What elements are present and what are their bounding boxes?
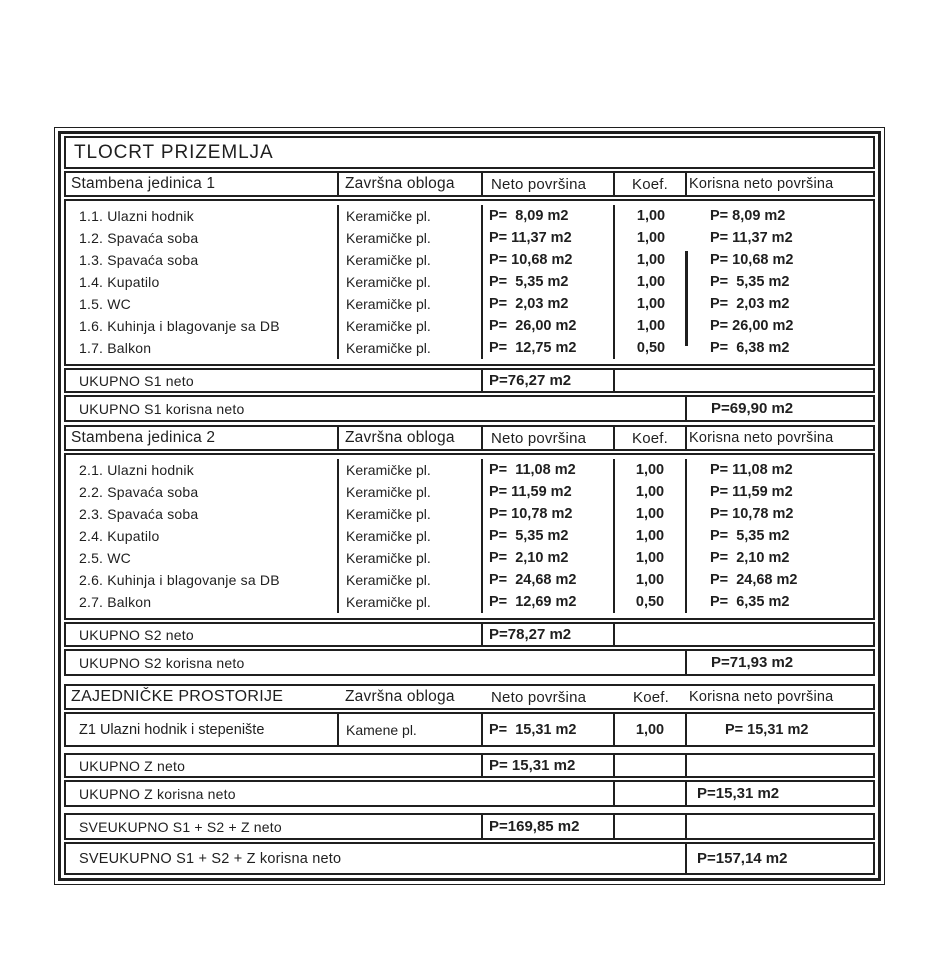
total-label: UKUPNO S2 neto	[66, 624, 483, 645]
coef-value: 1,00	[636, 208, 666, 224]
finish-value: Keramičke pl.	[346, 550, 431, 566]
section1-title: Stambena jedinica 1	[66, 173, 339, 195]
net-area-value: P= 10,78 m2	[489, 506, 573, 522]
total-label: UKUPNO S1 neto	[66, 370, 483, 391]
room-name: 1.1. Ulazni hodnik	[79, 208, 194, 224]
coef-value: 1,00	[635, 462, 665, 478]
finish-value: Keramičke pl.	[346, 528, 431, 544]
usable-area-value: P= 10,68 m2	[710, 252, 794, 268]
empty-cell	[687, 815, 873, 838]
finish-value: Keramičke pl.	[346, 506, 431, 522]
coef-value: 1,00	[615, 714, 687, 745]
net-area-value: P= 24,68 m2	[489, 572, 577, 588]
net-area-value: P= 2,10 m2	[489, 550, 569, 566]
usable-area-value: P= 5,35 m2	[710, 274, 790, 290]
finish-value: Keramičke pl.	[346, 208, 431, 224]
section2-usable-areas	[687, 459, 873, 613]
room-name: 1.7. Balkon	[79, 340, 152, 356]
section2-coefficients	[615, 459, 687, 613]
empty-cell	[615, 370, 873, 391]
usable-area-value: P= 24,68 m2	[710, 572, 798, 588]
empty-cell	[687, 755, 873, 776]
finish-value: Keramičke pl.	[346, 252, 431, 268]
coef-value: 1,00	[635, 528, 665, 544]
section1-coefficients	[615, 205, 687, 359]
document-title: TLOCRT PRIZEMLJA	[64, 136, 875, 169]
room-name: Z1 Ulazni hodnik i stepenište	[66, 714, 339, 745]
room-name: 2.4. Kupatilo	[79, 528, 160, 544]
net-area-value: P= 11,08 m2	[489, 462, 576, 478]
finish-value: Keramičke pl.	[346, 484, 431, 500]
usable-area-value: P= 2,03 m2	[710, 296, 790, 312]
finish-value: Keramičke pl.	[346, 572, 431, 588]
section2-header-row	[64, 425, 875, 451]
section1-total-usable-row	[64, 395, 875, 422]
section2-room-names	[66, 459, 339, 613]
usable-area-value: P= 15,31 m2	[725, 721, 809, 738]
room-name: 2.2. Spavaća soba	[79, 484, 199, 500]
finish-value: Kamene pl.	[339, 714, 483, 745]
room-name: 1.2. Spavaća soba	[79, 230, 199, 246]
usable-area-value: P= 11,08 m2	[710, 462, 793, 478]
column-header-usable: Korisna neto površina	[689, 689, 834, 705]
section1-total-net-row	[64, 368, 875, 393]
total-usable-value: P=15,31 m2	[697, 785, 780, 802]
column-header-net: Neto površina	[483, 427, 615, 449]
net-area-value: P= 11,59 m2	[489, 484, 572, 500]
column-header-coef: Koef.	[632, 688, 670, 706]
room-name: 1.3. Spavaća soba	[79, 252, 199, 268]
empty-cell	[615, 755, 687, 776]
document-frame-inner	[58, 131, 881, 881]
column-header-net: Neto površina	[491, 688, 587, 706]
column-header-net: Neto površina	[483, 173, 615, 195]
total-label: SVEUKUPNO S1 + S2 + Z korisna neto	[66, 844, 687, 873]
total-usable-value: P=69,90 m2	[711, 400, 794, 417]
coef-value: 1,00	[636, 296, 666, 312]
net-area-value: P= 15,31 m2	[483, 714, 615, 745]
coef-value: 1,00	[636, 230, 666, 246]
empty-cell	[615, 815, 687, 838]
coef-value: 1,00	[635, 506, 665, 522]
column-header-finish: Završna obloga	[339, 173, 483, 195]
room-name: 1.6. Kuhinja i blagovanje sa DB	[79, 318, 280, 334]
total-label: UKUPNO Z korisna neto	[66, 782, 615, 805]
finish-value: Keramičke pl.	[346, 462, 431, 478]
shared-total-net-row	[64, 753, 875, 778]
empty-cell	[615, 782, 687, 805]
net-area-value: P= 2,03 m2	[489, 296, 569, 312]
room-name: 2.6. Kuhinja i blagovanje sa DB	[79, 572, 280, 588]
net-area-value: P= 12,69 m2	[489, 594, 577, 610]
usable-area-value: P= 11,37 m2	[710, 230, 793, 246]
coef-value: 1,00	[636, 274, 666, 290]
coef-value: 1,00	[636, 252, 666, 268]
column-header-finish: Završna obloga	[339, 427, 483, 449]
section2-total-usable-row	[64, 649, 875, 676]
finish-value: Keramičke pl.	[346, 230, 431, 246]
usable-area-value: P= 6,38 m2	[710, 340, 790, 356]
net-area-value: P= 10,68 m2	[489, 252, 573, 268]
column-header-finish: Završna obloga	[345, 688, 455, 705]
section2-title: Stambena jedinica 2	[66, 427, 339, 449]
section2-details	[64, 453, 875, 620]
section2-net-areas	[483, 459, 615, 613]
column-header-usable: Korisna neto površina	[689, 176, 834, 192]
grand-total-net-row	[64, 813, 875, 840]
section1-net-areas	[483, 205, 615, 359]
coef-value: 1,00	[636, 318, 666, 334]
net-area-value: P= 11,37 m2	[489, 230, 572, 246]
net-area-value: P= 26,00 m2	[489, 318, 577, 334]
usable-area-value: P= 8,09 m2	[710, 208, 786, 224]
total-net-value: P=76,27 m2	[483, 370, 615, 391]
coef-value: 0,50	[636, 340, 666, 356]
section2-finishes	[339, 459, 483, 613]
partial-column-divider	[685, 251, 688, 346]
room-name: 1.4. Kupatilo	[79, 274, 160, 290]
room-name: 1.5. WC	[79, 296, 131, 312]
finish-value: Keramičke pl.	[346, 594, 431, 610]
column-header-coef: Koef.	[615, 173, 687, 195]
usable-area-value: P= 6,35 m2	[710, 594, 790, 610]
finish-value: Keramičke pl.	[346, 274, 431, 290]
section1-room-names	[66, 205, 339, 359]
total-usable-value: P=157,14 m2	[697, 850, 788, 867]
shared-room-row	[64, 712, 875, 747]
column-header-usable: Korisna neto površina	[689, 430, 834, 446]
coef-value: 1,00	[635, 550, 665, 566]
net-area-value: P= 8,09 m2	[489, 208, 569, 224]
section1-details	[64, 199, 875, 366]
coef-value: 0,50	[635, 594, 665, 610]
total-net-value: P=169,85 m2	[483, 815, 615, 838]
net-area-value: P= 5,35 m2	[489, 274, 569, 290]
coef-value: 1,00	[635, 572, 665, 588]
net-area-value: P= 5,35 m2	[489, 528, 569, 544]
shared-total-usable-row	[64, 780, 875, 807]
empty-cell	[615, 624, 873, 645]
section1-finishes	[339, 205, 483, 359]
usable-area-value: P= 11,59 m2	[710, 484, 793, 500]
total-net-value: P= 15,31 m2	[483, 755, 615, 776]
finish-value: Keramičke pl.	[346, 318, 431, 334]
usable-area-value: P= 2,10 m2	[710, 550, 790, 566]
shared-section-header-row	[64, 684, 875, 710]
total-net-value: P=78,27 m2	[483, 624, 615, 645]
room-name: 2.1. Ulazni hodnik	[79, 462, 194, 478]
section1-usable-areas	[687, 205, 873, 359]
total-label: SVEUKUPNO S1 + S2 + Z neto	[66, 815, 483, 838]
room-name: 2.7. Balkon	[79, 594, 152, 610]
total-label: UKUPNO S1 korisna neto	[66, 397, 687, 420]
column-header-coef: Koef.	[615, 427, 687, 449]
usable-area-value: P= 10,78 m2	[710, 506, 794, 522]
total-label: UKUPNO Z neto	[66, 755, 483, 776]
usable-area-value: P= 26,00 m2	[710, 318, 794, 334]
room-name: 2.3. Spavaća soba	[79, 506, 199, 522]
total-label: UKUPNO S2 korisna neto	[66, 651, 687, 674]
shared-section-title: ZAJEDNIČKE PROSTORIJE	[71, 688, 284, 705]
net-area-value: P= 12,75 m2	[489, 340, 577, 356]
grand-total-usable-row	[64, 842, 875, 875]
finish-value: Keramičke pl.	[346, 340, 431, 356]
room-name: 2.5. WC	[79, 550, 131, 566]
section1-header-row	[64, 171, 875, 197]
document-frame	[54, 127, 885, 885]
section2-total-net-row	[64, 622, 875, 647]
finish-value: Keramičke pl.	[346, 296, 431, 312]
usable-area-value: P= 5,35 m2	[710, 528, 790, 544]
coef-value: 1,00	[635, 484, 665, 500]
total-usable-value: P=71,93 m2	[711, 654, 794, 671]
